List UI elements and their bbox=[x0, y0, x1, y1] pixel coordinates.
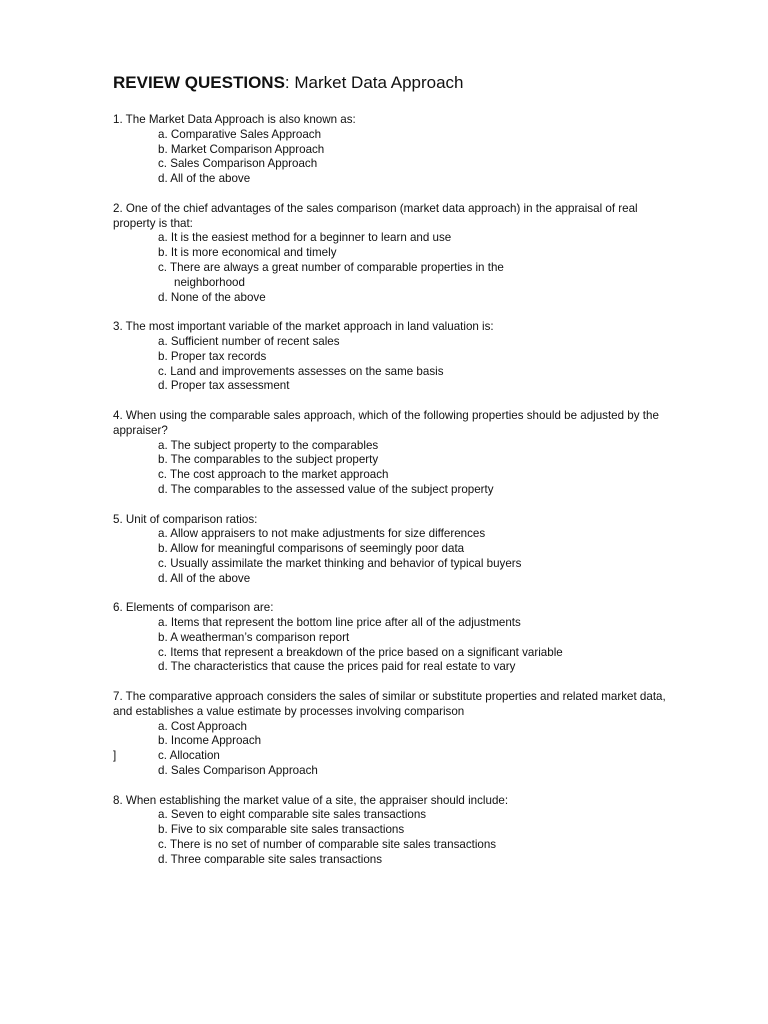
question-3 bbox=[113, 320, 673, 394]
answer-option: c. There are always a great number of comparable properties in the bbox=[158, 260, 504, 274]
answer-option: a. Allow appraisers to not make adjustments for size differences bbox=[158, 527, 486, 541]
answer-options bbox=[113, 128, 673, 187]
question-stem: 8. When establishing the market value of a site, the appraiser should include: bbox=[113, 793, 509, 807]
question-4 bbox=[113, 409, 673, 498]
answer-option: d. None of the above bbox=[158, 290, 266, 304]
answer-option: d. The characteristics that cause the prices paid for real estate to vary bbox=[158, 660, 516, 674]
answer-option: b. It is more economical and timely bbox=[158, 246, 337, 260]
answer-option: b. The comparables to the subject property bbox=[158, 453, 379, 467]
answer-option: b. Income Approach bbox=[158, 734, 262, 748]
answer-option: d. Sales Comparison Approach bbox=[158, 764, 318, 778]
answer-options bbox=[113, 527, 673, 586]
answer-option: d. All of the above bbox=[158, 571, 251, 585]
question-7 bbox=[113, 690, 673, 779]
page-title bbox=[113, 72, 464, 94]
answer-option: a. Items that represent the bottom line price after all of the adjustments bbox=[158, 616, 521, 630]
question-stem: 5. Unit of comparison ratios: bbox=[113, 512, 258, 526]
answer-option: b. Five to six comparable site sales transactions bbox=[158, 823, 405, 837]
answer-options bbox=[113, 231, 673, 305]
answer-options bbox=[113, 616, 673, 675]
answer-option bbox=[113, 749, 673, 764]
answer-option: a. Comparative Sales Approach bbox=[158, 127, 322, 141]
answer-option: c. The cost approach to the market approach bbox=[158, 468, 389, 482]
question-stem: 2. One of the chief advantages of the sales comparison (market data approach) in the appraisal of real property is that: bbox=[113, 201, 638, 230]
question-stem: 7. The comparative approach considers the sales of similar or substitute properties and related market data, and establishes a value estimate by processes involving comparison bbox=[113, 690, 666, 718]
answer-option: a. Seven to eight comparable site sales transactions bbox=[158, 808, 427, 822]
answer-option-text: c. Allocation bbox=[158, 749, 220, 763]
answer-option: d. The comparables to the assessed value of the subject property bbox=[158, 482, 494, 496]
question-5 bbox=[113, 513, 673, 587]
answer-option: d. All of the above bbox=[158, 172, 251, 186]
question-stem: 6. Elements of comparison are: bbox=[113, 601, 274, 615]
answer-options bbox=[113, 439, 673, 498]
answer-option: a. Cost Approach bbox=[158, 719, 247, 733]
answer-option: c. Sales Comparison Approach bbox=[158, 157, 318, 171]
page-title-bold: REVIEW QUESTIONS bbox=[113, 73, 285, 92]
answer-option: a. The subject property to the comparables bbox=[158, 438, 379, 452]
answer-option: b. Allow for meaningful comparisons of seemingly poor data bbox=[158, 542, 465, 556]
question-stem: 1. The Market Data Approach is also known as: bbox=[113, 113, 356, 126]
question-1 bbox=[113, 113, 673, 187]
question-2 bbox=[113, 202, 673, 306]
answer-option: b. Proper tax records bbox=[158, 349, 267, 363]
answer-option: c. Items that represent a breakdown of the price based on a significant variable bbox=[158, 645, 563, 659]
question-8 bbox=[113, 794, 673, 868]
answer-options bbox=[113, 808, 673, 867]
answer-option-continuation: neighborhood bbox=[174, 275, 245, 289]
answer-options bbox=[113, 720, 673, 779]
answer-option: a. It is the easiest method for a beginner to learn and use bbox=[158, 231, 452, 245]
question-6 bbox=[113, 601, 673, 675]
answer-option: c. Usually assimilate the market thinking and behavior of typical buyers bbox=[158, 556, 522, 570]
question-stem: 3. The most important variable of the market approach in land valuation is: bbox=[113, 320, 494, 334]
question-list bbox=[113, 113, 673, 882]
page-title-rest: : Market Data Approach bbox=[284, 73, 464, 92]
question-stem: 4. When using the comparable sales approach, which of the following properties should be adjusted by the appraiser? bbox=[113, 408, 659, 437]
stray-bracket-mark: ] bbox=[113, 749, 117, 763]
answer-option: c. Land and improvements assesses on the same basis bbox=[158, 364, 444, 378]
answer-option: d. Proper tax assessment bbox=[158, 379, 290, 393]
answer-option: a. Sufficient number of recent sales bbox=[158, 334, 340, 348]
answer-options bbox=[113, 335, 673, 394]
answer-option: c. There is no set of number of comparable site sales transactions bbox=[158, 838, 497, 852]
answer-option: b. Market Comparison Approach bbox=[158, 142, 325, 156]
answer-option: d. Three comparable site sales transactions bbox=[158, 852, 383, 866]
answer-option: b. A weatherman’s comparison report bbox=[158, 630, 350, 644]
